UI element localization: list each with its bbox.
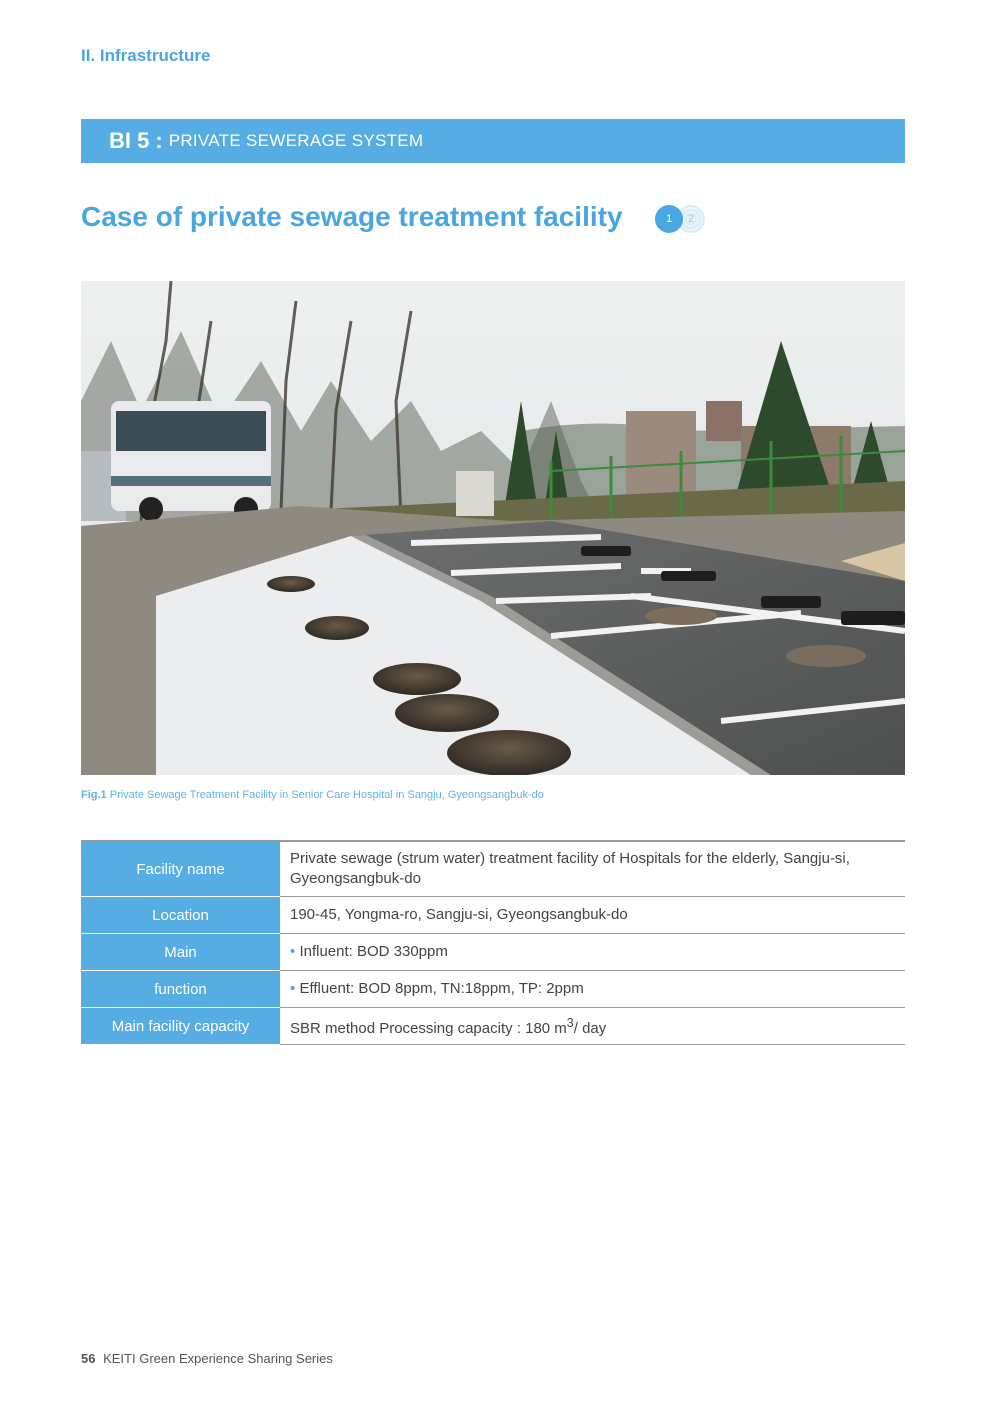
figure-caption-text: Private Sewage Treatment Facility in Senior Care Hospital in Sangju, Gyeongsangbuk-do <box>109 789 544 801</box>
table-row <box>81 841 905 897</box>
facility-photo <box>81 281 905 775</box>
banner-colon: : <box>155 128 163 153</box>
page-indicator-next: 2 <box>677 205 705 233</box>
banner-title: PRIVATE SEWERAGE SYSTEM <box>168 131 424 150</box>
figure-caption <box>81 789 544 801</box>
bullet: • <box>290 943 296 960</box>
page-indicator <box>655 205 707 235</box>
row-value <box>280 1008 905 1045</box>
facility-info-table <box>81 840 905 1045</box>
row-value: Private sewage (strum water) treatment facility of Hospitals for the elderly, Sangju-si, Gyeongsangbuk-do <box>280 841 905 897</box>
row-label: Main facility capacity <box>81 1008 280 1045</box>
row-value <box>280 971 905 1008</box>
capacity-prefix: SBR method Processing capacity : 180 m <box>290 1020 567 1037</box>
row-value-text: Influent: BOD 330ppm <box>299 943 448 960</box>
series-title: KEITI Green Experience Sharing Series <box>103 1351 333 1366</box>
table-row <box>81 934 905 971</box>
row-value <box>280 934 905 971</box>
row-label: function <box>81 971 280 1008</box>
page-indicator-current: 1 <box>655 205 683 233</box>
row-value: 190-45, Yongma-ro, Sangju-si, Gyeongsangbuk-do <box>280 897 905 934</box>
row-value-text: Effluent: BOD 8ppm, TN:18ppm, TP: 2ppm <box>299 980 584 997</box>
row-label: Location <box>81 897 280 934</box>
page-title: Case of private sewage treatment facility <box>81 201 623 232</box>
banner-code: BI 5 <box>109 128 150 153</box>
facility-photo-illustration <box>81 281 905 775</box>
bullet: • <box>290 980 296 997</box>
page-footer <box>81 1351 333 1366</box>
section-label: II. Infrastructure <box>81 46 211 65</box>
capacity-superscript: 3 <box>566 1016 574 1030</box>
table-row <box>81 971 905 1008</box>
page-number: 56 <box>81 1351 96 1366</box>
section-banner <box>81 119 905 163</box>
table-row <box>81 1008 905 1045</box>
row-label: Main <box>81 934 280 971</box>
row-label: Facility name <box>81 841 280 897</box>
table-row <box>81 897 905 934</box>
figure-label: Fig.1 <box>81 789 107 801</box>
capacity-suffix: / day <box>573 1020 607 1037</box>
